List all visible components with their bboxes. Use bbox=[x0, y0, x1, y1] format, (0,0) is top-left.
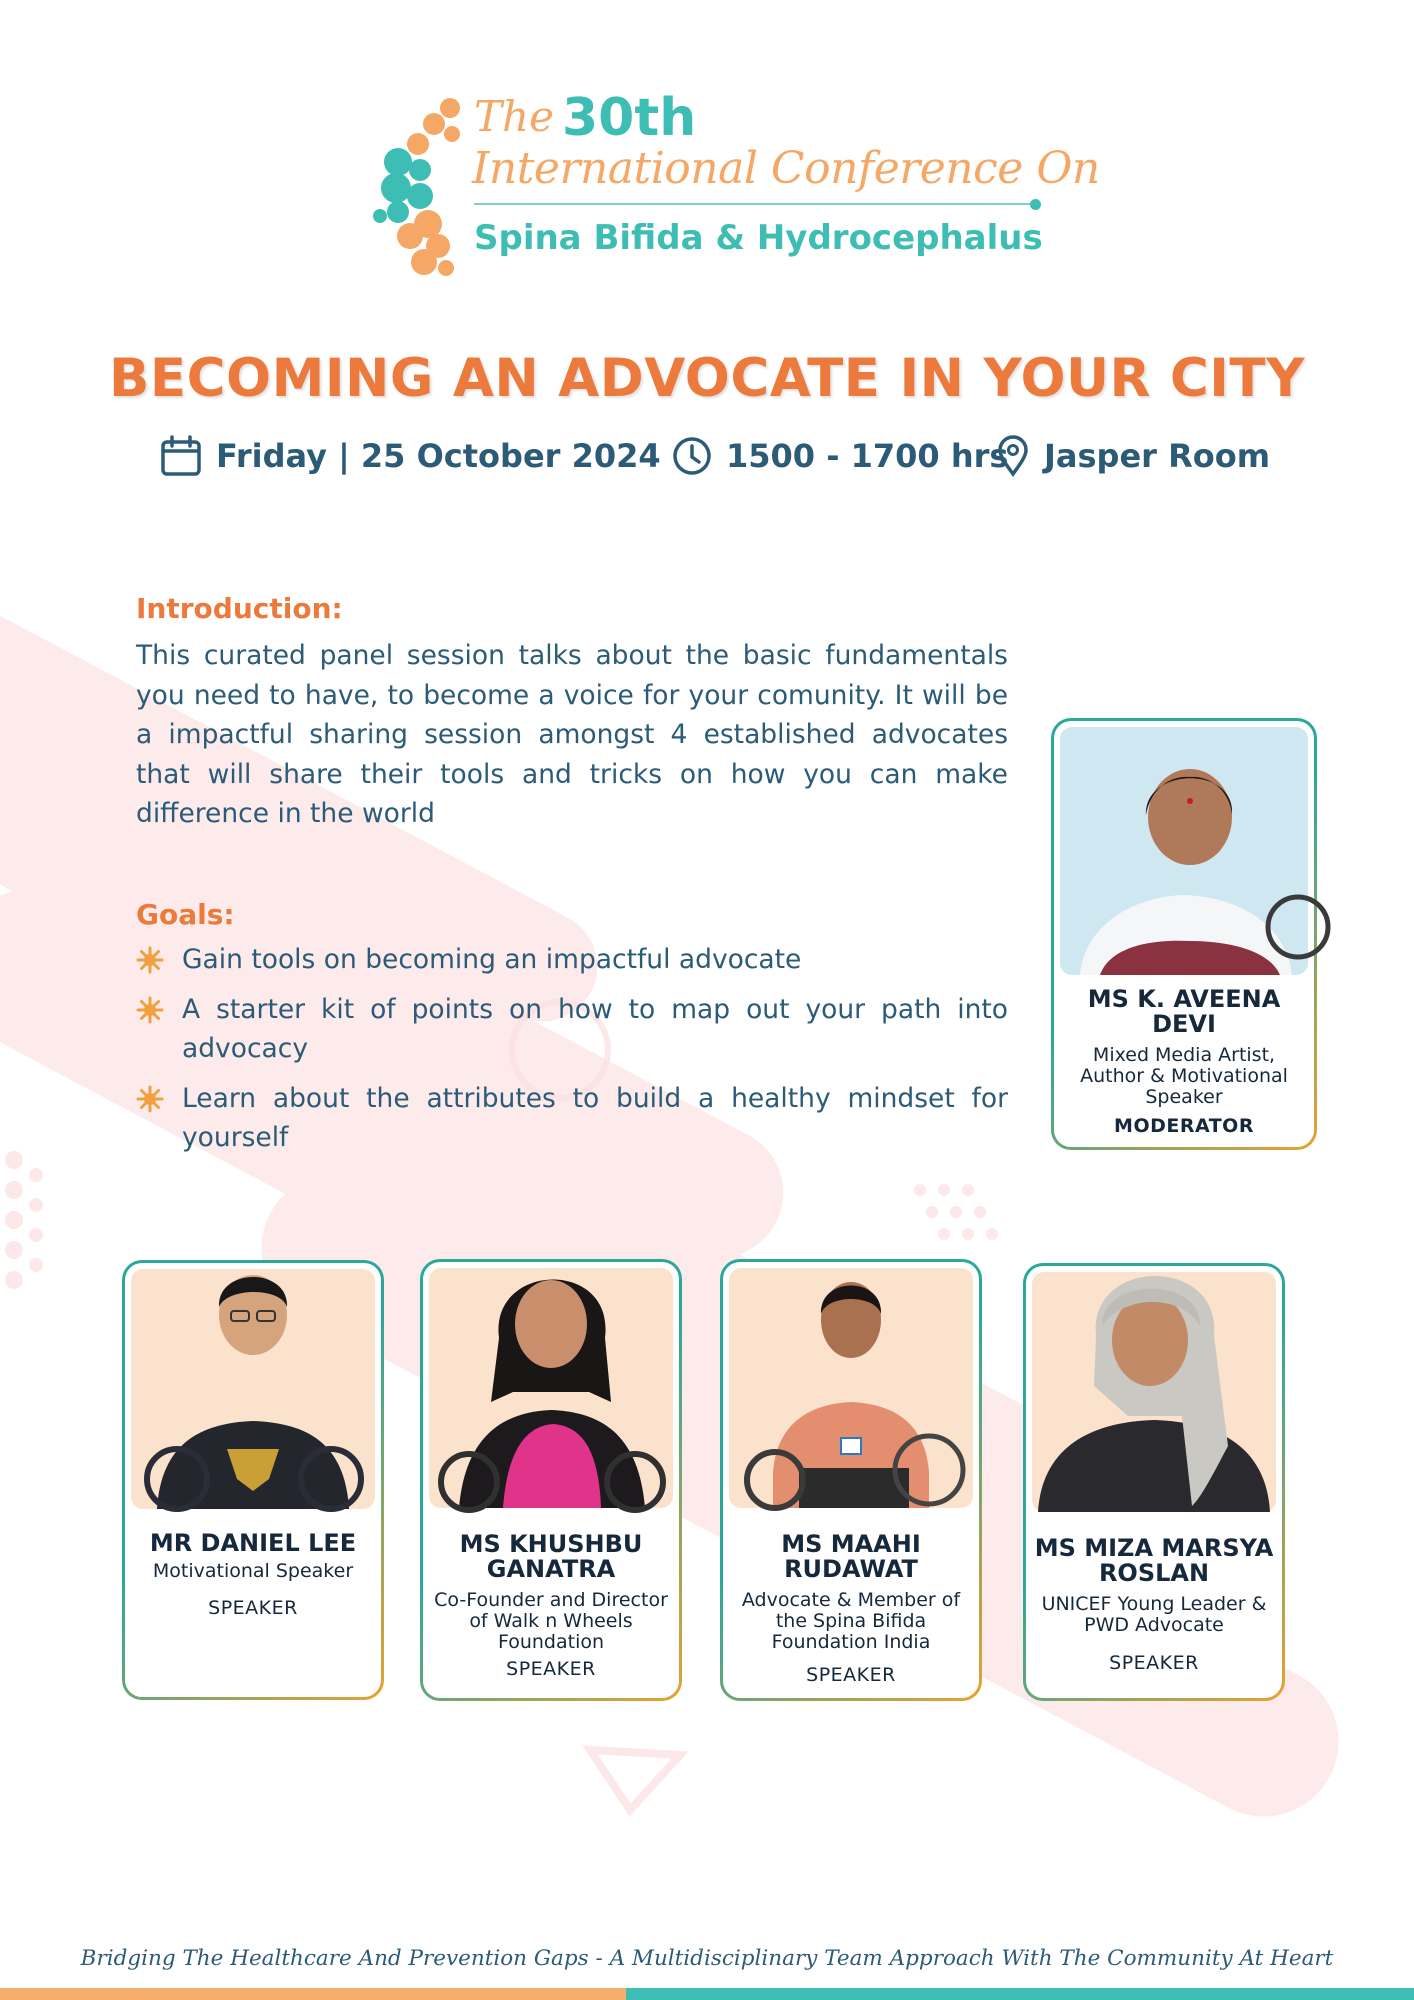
logo-the-text: The bbox=[474, 92, 554, 141]
speaker-card bbox=[720, 1259, 982, 1701]
sunburst-icon bbox=[136, 996, 164, 1024]
logo-divider-dot bbox=[1030, 199, 1041, 210]
logo-conference-text: International Conference On bbox=[472, 143, 1100, 194]
moderator-name: MS K. AVEENA DEVI bbox=[1087, 985, 1281, 1038]
introduction-text: This curated panel session talks about the basic fundamentals you need to have, to become a voice for your comunity. It will be a impactful sharing session amongst 4 established advocates that will share their tools and tricks on how you can make difference in the world bbox=[136, 640, 1008, 829]
session-time-text: 1500 - 1700 hrs bbox=[726, 437, 1009, 475]
sunburst-icon bbox=[136, 1085, 164, 1113]
speaker-description: Advocate & Member of the Spina Bifida Foundation India bbox=[741, 1589, 961, 1653]
goal-text: Learn about the attributes to build a healthy mindset for yourself bbox=[182, 1083, 1008, 1153]
speaker-photo bbox=[131, 1243, 375, 1509]
goals-list bbox=[136, 940, 1008, 1168]
goal-item bbox=[136, 940, 1008, 979]
speaker-photo bbox=[1032, 1236, 1276, 1512]
speaker-card bbox=[1023, 1263, 1285, 1701]
footer-tagline: Bridging The Healthcare And Prevention Gaps - A Multidisciplinary Team Approach With The Community At Heart bbox=[80, 1946, 1334, 1971]
session-venue bbox=[996, 430, 1270, 482]
moderator-role: MODERATOR bbox=[1114, 1115, 1254, 1137]
session-venue-text: Jasper Room bbox=[1044, 437, 1271, 475]
session-date-text: Friday | 25 October 2024 bbox=[216, 437, 661, 475]
session-time bbox=[672, 430, 1008, 482]
logo-topic-text: Spina Bifida & Hydrocephalus bbox=[474, 218, 1043, 258]
moderator-photo bbox=[1060, 727, 1308, 975]
moderator-description: Mixed Media Artist, Author & Motivational Speaker bbox=[1080, 1044, 1288, 1108]
speaker-name: MS MIZA MARSYA ROSLAN bbox=[1034, 1534, 1274, 1587]
footer-bar-teal bbox=[626, 1988, 1414, 2000]
speaker-card bbox=[122, 1260, 384, 1700]
goals-heading: Goals: bbox=[136, 898, 235, 931]
footer-bar-orange bbox=[0, 1988, 626, 2000]
speaker-name: MS KHUSHBU GANATRA bbox=[459, 1530, 643, 1583]
session-date bbox=[160, 430, 661, 482]
goal-text: Gain tools on becoming an impactful advocate bbox=[182, 944, 802, 975]
logo-divider bbox=[474, 203, 1034, 205]
location-pin-icon bbox=[996, 435, 1030, 477]
session-title: BECOMING AN ADVOCATE IN YOUR CITY bbox=[109, 348, 1305, 409]
goal-text: A starter kit of points on how to map out your path into advocacy bbox=[182, 994, 1008, 1064]
clock-icon bbox=[672, 436, 712, 476]
speaker-name: MS MAAHI RUDAWAT bbox=[781, 1530, 921, 1583]
sunburst-icon bbox=[136, 946, 164, 974]
calendar-icon bbox=[160, 435, 202, 477]
session-info-row bbox=[0, 430, 1414, 482]
speaker-description: Co-Founder and Director of Walk n Wheels Foundation bbox=[434, 1589, 668, 1653]
speaker-role: SPEAKER bbox=[506, 1658, 596, 1680]
speaker-role: SPEAKER bbox=[806, 1664, 896, 1686]
speaker-card bbox=[420, 1259, 682, 1701]
logo-edition-text: 30th bbox=[562, 88, 697, 148]
introduction-heading: Introduction: bbox=[136, 592, 343, 625]
goal-item bbox=[136, 1079, 1008, 1157]
speaker-role: SPEAKER bbox=[1109, 1652, 1199, 1674]
goal-item bbox=[136, 990, 1008, 1068]
conference-logo-icon bbox=[368, 96, 468, 281]
speaker-description: UNICEF Young Leader & PWD Advocate bbox=[1041, 1593, 1267, 1636]
speaker-description: Motivational Speaker bbox=[152, 1560, 354, 1582]
speaker-name: MR DANIEL LEE bbox=[149, 1529, 357, 1557]
speaker-photo bbox=[429, 1242, 673, 1508]
speaker-role: SPEAKER bbox=[208, 1597, 298, 1619]
moderator-card bbox=[1051, 718, 1317, 1150]
speaker-photo bbox=[729, 1242, 973, 1508]
